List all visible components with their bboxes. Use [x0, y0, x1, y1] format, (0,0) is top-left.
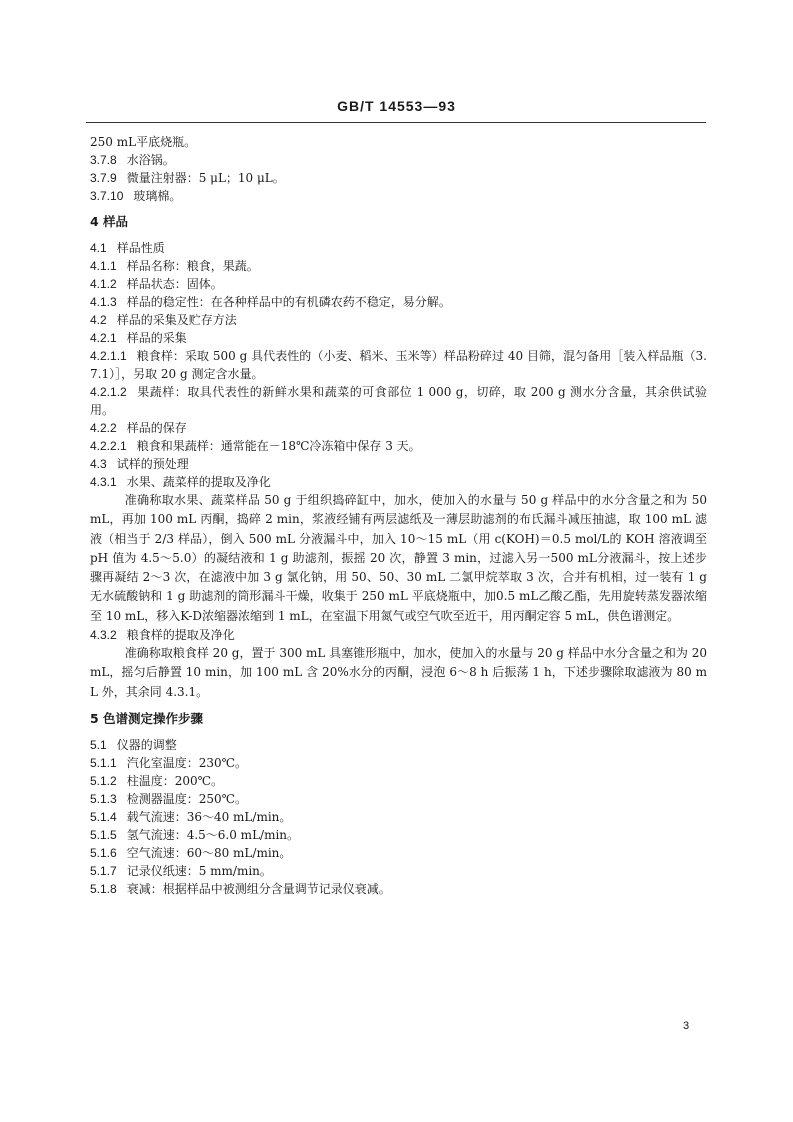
- list-item: [90, 329, 707, 347]
- item-text: 仪器的调整: [116, 737, 177, 752]
- item-text: 样品的稳定性：在各种样品中的有机磷农药不稳定，易分解。: [126, 295, 451, 309]
- clause-number: 5.1.1: [90, 755, 117, 770]
- clause-number: 4.2.1.2: [90, 385, 127, 399]
- clause-number: 5.1.5: [90, 827, 117, 842]
- section-heading-5: 5 色谱测定操作步骤: [90, 710, 204, 726]
- clause-paragraph: [90, 347, 707, 383]
- list-item: [90, 808, 707, 826]
- item-text: 柱温度：200℃。: [126, 773, 224, 788]
- list-item: [90, 257, 707, 275]
- clause-number: 4.1.3: [90, 295, 117, 309]
- clause-number: 5.1.4: [90, 809, 117, 824]
- item-text: 样品的采集及贮存方法: [116, 313, 237, 327]
- page-content: [90, 133, 707, 898]
- paragraph-fruit-vegetable-extraction: 准确称取水果、蔬菜样品 50 g 于组织捣碎缸中，加水，使加入的水量与 50 g 样品中的水分含量之和为 50 mL，再加 100 mL 丙酮，捣碎 2 min，浆液经铺有两层滤纸及一薄层助滤剂的布氏漏斗减压抽滤，取 100 mL 滤液（相当于 2/3 样品），倒入 500 mL 分液漏斗中，加入 10～15 mL（用 c(KOH)＝0.5 mol/L的 KOH 溶液调至 pH 值为 4.5～5.0）的凝结液和 1 g 助滤剂，振摇 20 次，静置 3 min，过滤入另一500 mL分液漏斗，按上述步骤再凝结 2～3 次，在滤液中加 3 g 氯化钠，用 50、50、30 mL 二氯甲烷萃取 3 次，合并有机相，过一装有 1 g 无水硫酸钠和 1 g 助滤剂的筒形漏斗干燥，收集于 250 mL 平底烧瓶中，加0.5 mL乙酸乙酯，先用旋转蒸发器浓缩至 10 mL，移入K-D浓缩器浓缩到 1 mL，在室温下用氮气或空气吹至近干，用丙酮定容 5 mL，供色谱测定。: [90, 493, 707, 623]
- list-item: [90, 736, 707, 754]
- item-text: 空气流速：60～80 mL/min。: [126, 845, 292, 860]
- item-text: 汽化室温度：230℃。: [126, 755, 248, 770]
- item-text: 检测器温度：250℃。: [126, 791, 248, 806]
- list-item: [90, 455, 707, 473]
- list-item: [90, 626, 707, 644]
- clause-number: 4.1: [90, 241, 107, 255]
- item-text: 样品状态：固体。: [126, 277, 223, 291]
- item-text: 样品性质: [116, 241, 165, 255]
- clause-number: 5.1.3: [90, 791, 117, 806]
- paragraph-grain-extraction: 准确称取粮食样 20 g，置于 300 mL 具塞锥形瓶中，加水，使加入的水量与 20 g 样品中水分含量之和为 20 mL，摇匀后静置 10 min，加 100 mL 含 20%水分的丙酮，浸泡 6～8 h 后振荡 1 h，下述步骤除取滤液为 80 mL 外，其余同 4.3.1。: [90, 646, 707, 699]
- clause-number: 4.1.1: [90, 259, 117, 273]
- item-text: 水果、蔬菜样的提取及净化: [126, 475, 271, 489]
- clause-number: 4.2.2.1: [90, 439, 127, 453]
- item-text: 记录仪纸速：5 mm/min。: [126, 863, 272, 878]
- list-item: [90, 473, 707, 491]
- item-text: 样品的采集: [126, 331, 187, 345]
- item-text: 载气流速：36～40 mL/min。: [126, 809, 292, 824]
- clause-number: 5.1: [90, 737, 107, 752]
- item-text: 粮食样的提取及净化: [126, 628, 235, 643]
- list-item: [90, 754, 707, 772]
- list-item: [90, 151, 707, 169]
- item-text: 粮食和果蔬样：通常能在－18℃冷冻箱中保存 3 天。: [136, 439, 421, 453]
- item-text: 250 mL平底烧瓶。: [90, 135, 197, 149]
- paragraph-text: 果蔬样：取具代表性的新鲜水果和蔬菜的可食部位 1 000 g，切碎，取 200 g 测水分含量，其余供试验用。: [90, 385, 707, 417]
- item-text: 氢气流速：4.5～6.0 mL/min。: [126, 827, 300, 842]
- clause-number: 4.3.2: [90, 628, 117, 643]
- clause-number: 5.1.7: [90, 863, 117, 878]
- clause-number: 4.2.2: [90, 421, 117, 435]
- clause-number: 4.2.1.1: [90, 349, 127, 363]
- list-item: [90, 419, 707, 437]
- document-header: GB/T 14553—93: [337, 98, 456, 114]
- list-item: [90, 187, 707, 205]
- clause-paragraph: [90, 383, 707, 419]
- list-item: [90, 844, 707, 862]
- list-item: [90, 275, 707, 293]
- item-text: 试样的预处理: [116, 457, 189, 471]
- item-text: 衰减：根据样品中被测组分含量调节记录仪衰减。: [126, 881, 391, 896]
- clause-number: 4.2.1: [90, 331, 117, 345]
- item-text: 样品名称：粮食，果蔬。: [126, 259, 259, 273]
- item-text: 水浴锅。: [126, 153, 175, 167]
- list-item: [90, 790, 707, 808]
- list-item: [90, 880, 707, 898]
- list-item: [90, 311, 707, 329]
- item-text: 玻璃棉。: [133, 189, 182, 203]
- header-rule: [86, 122, 706, 123]
- section-heading-4: 4 样品: [90, 214, 129, 229]
- list-item: [90, 826, 707, 844]
- list-item: [90, 239, 707, 257]
- clause-number: 3.7.8: [90, 153, 117, 167]
- clause-number: 4.3: [90, 457, 107, 471]
- list-item: [90, 293, 707, 311]
- page-number: 3: [683, 1020, 690, 1032]
- clause-number: 3.7.9: [90, 171, 117, 185]
- list-item: [90, 169, 707, 187]
- item-text: 微量注射器：5 μL；10 μL。: [126, 171, 285, 185]
- clause-number: 5.1.8: [90, 881, 117, 896]
- list-item: [90, 772, 707, 790]
- list-item: [90, 133, 707, 151]
- clause-number: 5.1.2: [90, 773, 117, 788]
- list-item: [90, 862, 707, 880]
- paragraph-text: 粮食样：采取 500 g 具代表性的（小麦、稻米、玉米等）样品粉碎过 40 目筛，混匀备用［装入样品瓶（3.7.1）］，另取 20 g 测定含水量。: [90, 349, 707, 381]
- clause-number: 4.2: [90, 313, 107, 327]
- clause-number: 4.1.2: [90, 277, 117, 291]
- clause-number: 5.1.6: [90, 845, 117, 860]
- clause-number: 4.3.1: [90, 475, 117, 489]
- clause-number: 3.7.10: [90, 189, 124, 203]
- list-item: [90, 437, 707, 455]
- item-text: 样品的保存: [126, 421, 187, 435]
